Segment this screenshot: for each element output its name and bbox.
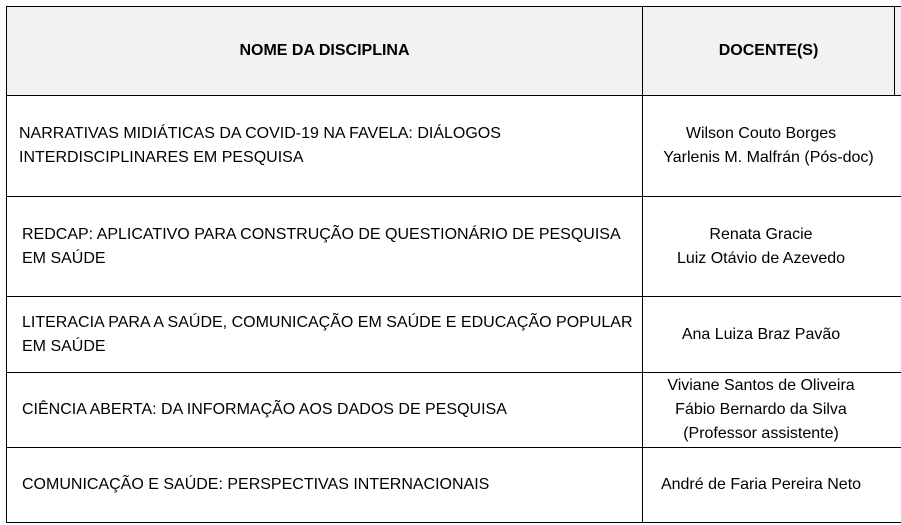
table-row-discipline — [7, 448, 642, 522]
teacher-name: Luiz Otávio de Azevedo — [676, 249, 846, 267]
discipline-name: REDCAP: APLICATIVO PARA CONSTRUÇÃO DE QUESTIONÁRIO DE PESQUISA EM SAÚDE — [22, 225, 620, 267]
column-divider-right — [894, 6, 895, 96]
teacher-name: Viviane Santos de Oliveira — [667, 377, 855, 394]
table-row-discipline — [7, 197, 642, 296]
table-row-teachers — [643, 197, 879, 296]
discipline-name: COMUNICAÇÃO E SAÚDE: PERSPECTIVAS INTERNACIONAIS — [22, 476, 490, 493]
table-border-bottom — [6, 522, 901, 523]
discipline-name: NARRATIVAS MIDIÁTICAS DA COVID-19 NA FAVELA: DIÁLOGOS INTERDISCIPLINARES EM PESQUISA — [19, 125, 501, 166]
teacher-name: Ana Luiza Braz Pavão — [681, 325, 841, 343]
teacher-name: Fábio Bernardo da Silva — [675, 401, 847, 418]
table-row-teachers — [643, 448, 879, 522]
table-row-teachers — [643, 96, 879, 196]
teacher-name: (Professor assistente) — [683, 425, 839, 442]
teacher-name: André de Faria Pereira Neto — [660, 476, 862, 493]
table-row-teachers — [643, 297, 879, 372]
teacher-name: Renata Gracie — [709, 225, 813, 243]
table-row-discipline — [7, 373, 642, 447]
discipline-name: CIÊNCIA ABERTA: DA INFORMAÇÃO AOS DADOS DE PESQUISA — [22, 401, 507, 418]
teacher-name: Yarlenis M. Malfrán (Pós-doc) — [663, 149, 874, 166]
discipline-name: LITERACIA PARA A SAÚDE, COMUNICAÇÃO EM SAÚDE E EDUCAÇÃO POPULAR EM SAÚDE — [22, 313, 633, 355]
teacher-name: Wilson Couto Borges — [685, 125, 837, 142]
header-teachers: DOCENTE(S) — [718, 42, 819, 59]
header-discipline: NOME DA DISCIPLINA — [239, 42, 410, 59]
table-row-discipline — [7, 297, 642, 372]
table-row-teachers — [643, 373, 879, 447]
table-row-discipline — [4, 96, 642, 196]
